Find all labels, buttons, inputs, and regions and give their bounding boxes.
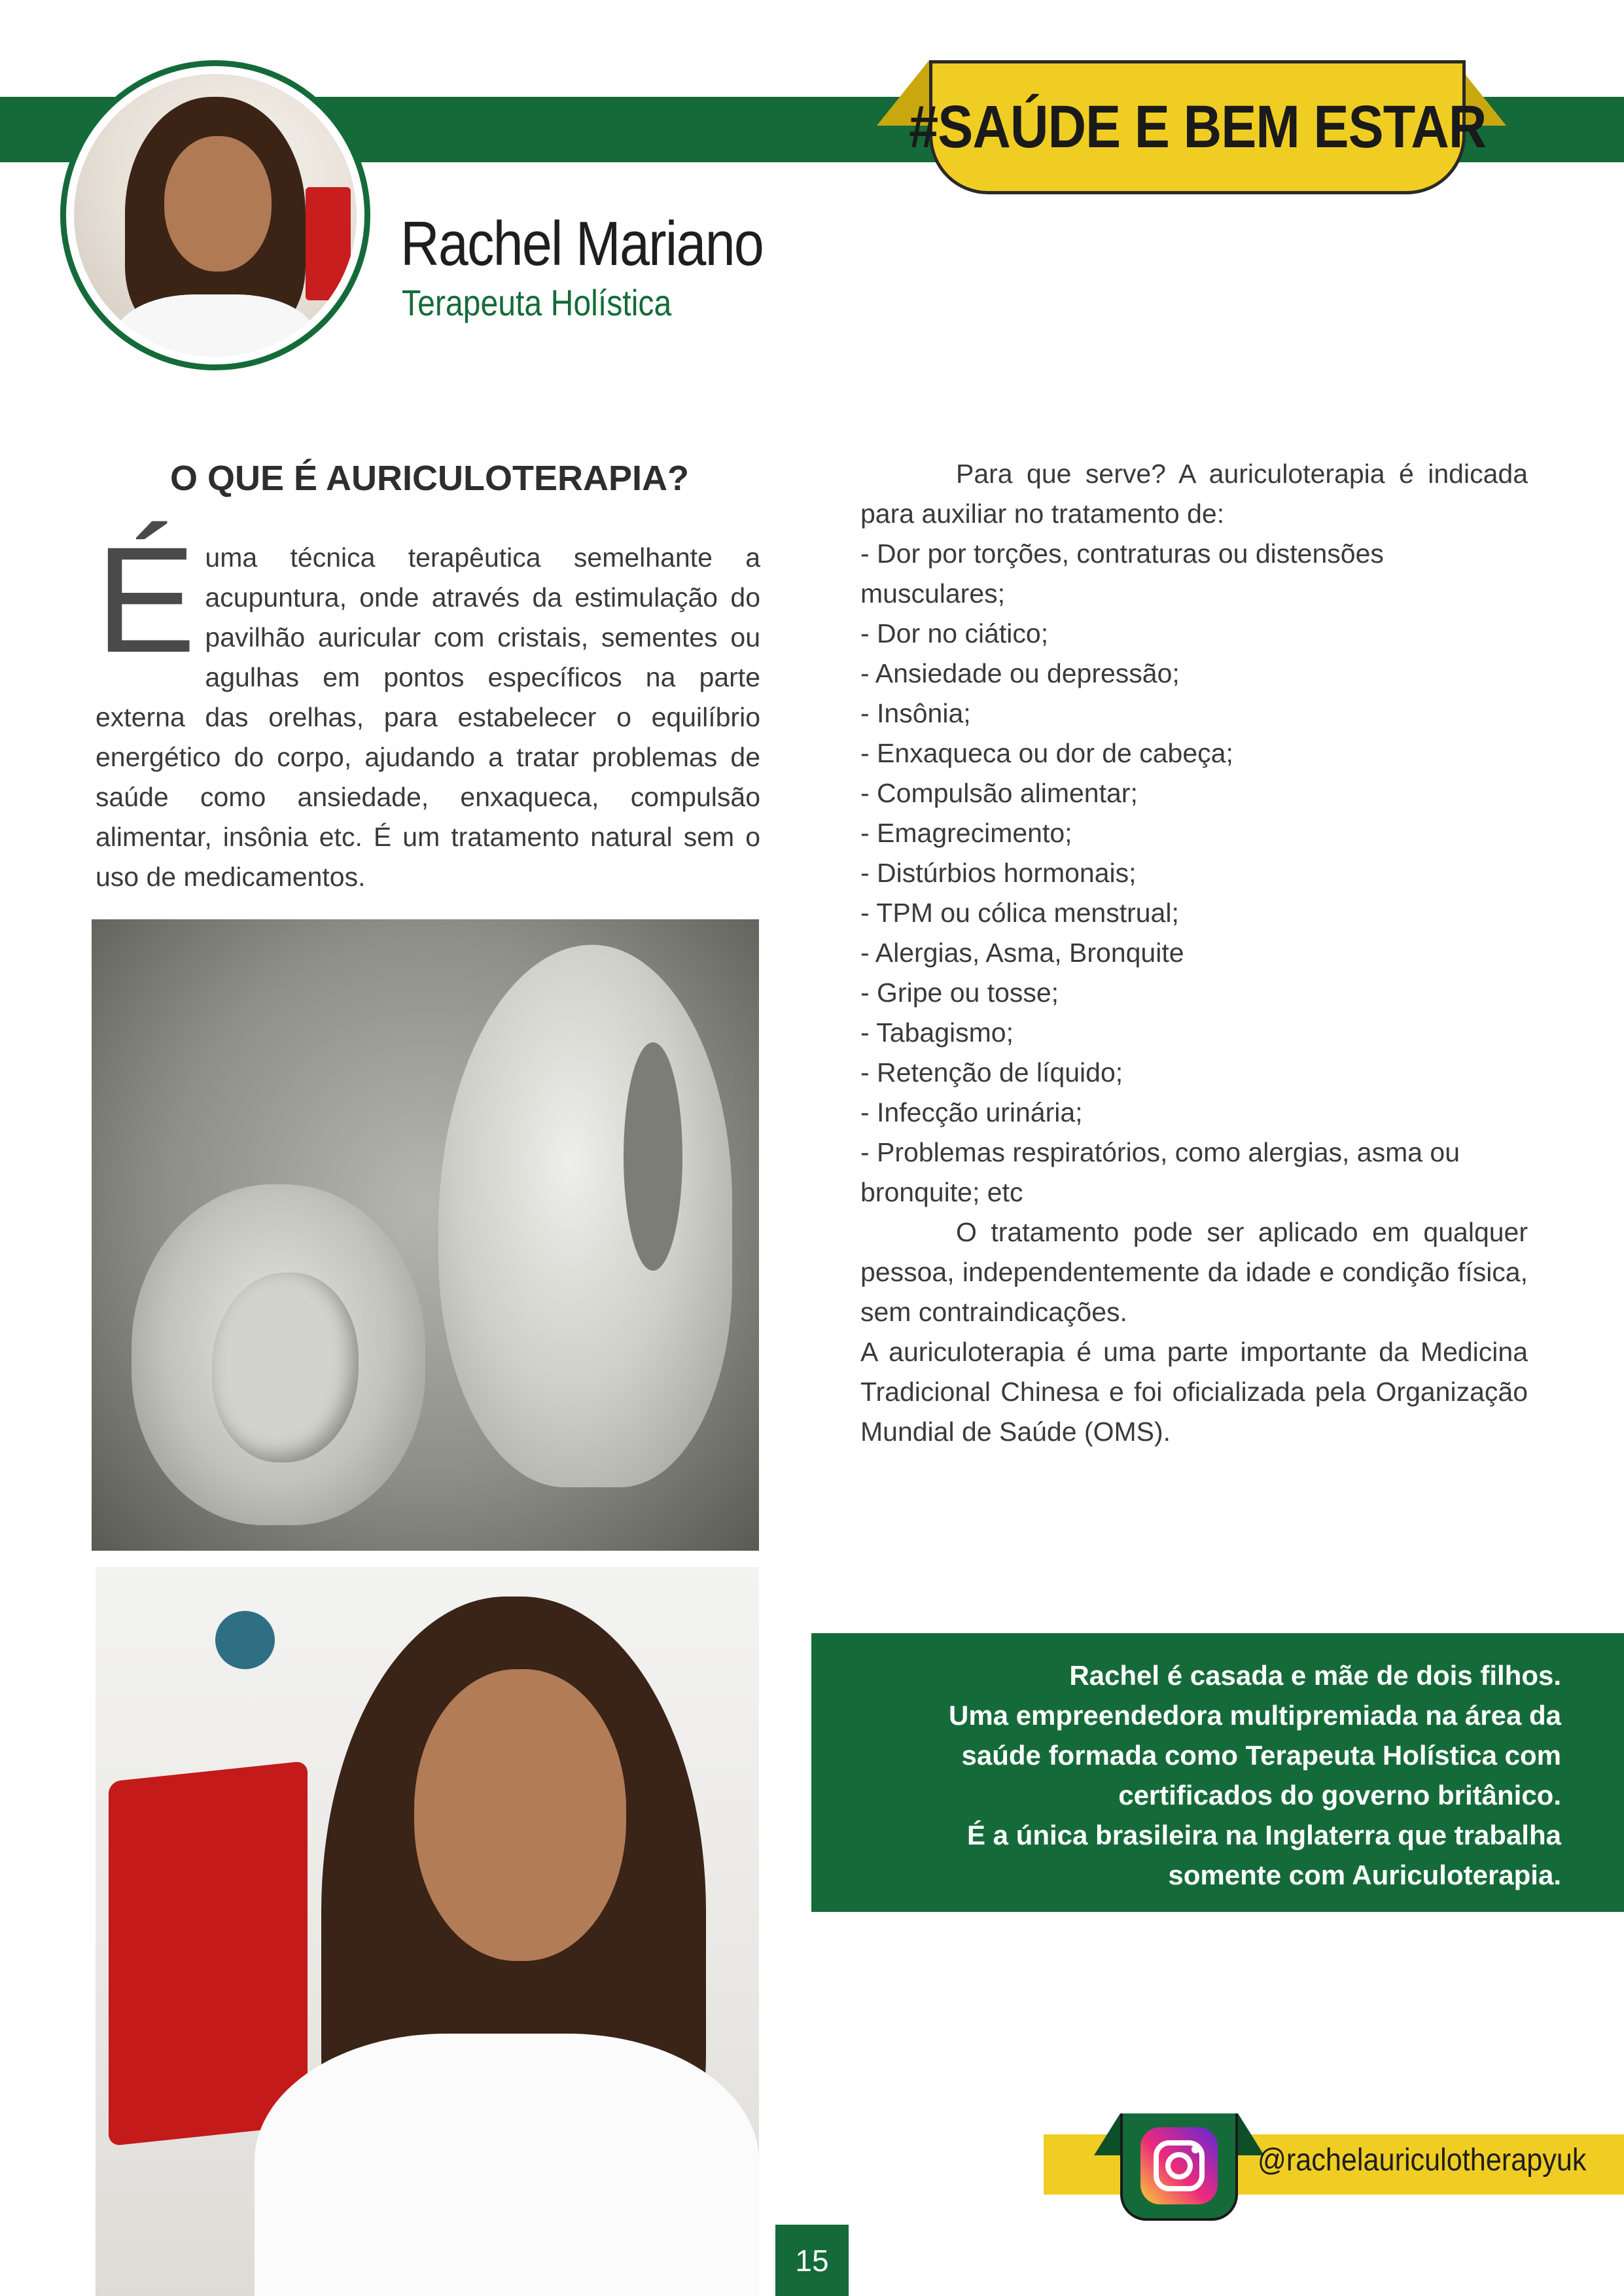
bio-line: Uma empreendedora multipremiada na área da [949, 1700, 1561, 1731]
bio-line: saúde formada como Terapeuta Holística com [961, 1740, 1561, 1771]
author-avatar [60, 60, 370, 370]
list-item: - Infecção urinária; [860, 1097, 1083, 1127]
avatar-photo [74, 74, 357, 357]
list-item: - Insônia; [860, 698, 971, 728]
article-title: O QUE É AURICULOTERAPIA? [170, 459, 690, 498]
ear-illustration [92, 919, 759, 1551]
instagram-handle[interactable]: @rachelauriculotherapyuk [1258, 2143, 1587, 2178]
author-name: Rachel Mariano [400, 209, 764, 279]
list-item: - Problemas respiratórios, como alergias, asma ou bronquite; etc [860, 1137, 1460, 1207]
instagram-icon[interactable] [1140, 2127, 1218, 2204]
uses-intro: Para que serve? A auriculoterapia é indicada para auxiliar no tratamento de: [860, 459, 1528, 529]
treatment-paragraph: O tratamento pode ser aplicado em qualquer pessoa, independentemente da idade e condição física, sem contraindicações. [860, 1217, 1528, 1327]
intro-text: uma técnica terapêutica semelhante a acupuntura, onde através da estimulação do pavilhão auricular com cristais, sementes ou agulhas em pontos específicos na parte externa das orelhas, para estabelecer o equilíbrio energético do corpo, ajudando a tratar problemas de saúde como ansiedade, enxaqueca, compulsão alimentar, insônia etc. É um tratamento natural sem o uso de medicamentos. [96, 542, 760, 892]
bio-box [811, 1633, 1624, 1912]
uses-column [860, 454, 1528, 1452]
bio-line: somente com Auriculoterapia. [1168, 1860, 1561, 1890]
fetus-shape [212, 1273, 359, 1462]
list-item: - Ansiedade ou depressão; [860, 658, 1180, 688]
intro-paragraph [96, 516, 760, 897]
list-item: - Distúrbios hormonais; [860, 858, 1137, 888]
list-item: - Retenção de líquido; [860, 1057, 1123, 1087]
uses-list [860, 534, 1528, 1212]
page-number: 15 [795, 2243, 829, 2278]
list-item: - Dor no ciático; [860, 618, 1049, 648]
drop-cap: É [96, 516, 196, 684]
list-item: - Enxaqueca ou dor de cabeça; [860, 738, 1233, 768]
instagram-badge [1120, 2113, 1238, 2221]
list-item: - Alergias, Asma, Bronquite [860, 938, 1184, 968]
section-tag-ribbon [908, 60, 1487, 194]
bio-line: certificados do governo britânico. [1118, 1780, 1561, 1810]
list-item: - Gripe ou tosse; [860, 978, 1059, 1008]
author-role: Terapeuta Holística [402, 282, 672, 323]
bio-line: É a única brasileira na Inglaterra que trabalha [966, 1820, 1561, 1850]
closing-paragraph: A auriculoterapia é uma parte importante da Medicina Tradicional Chinesa e foi oficializada pela Organização Mundial de Saúde (OMS). [860, 1337, 1528, 1447]
list-item: - Emagrecimento; [860, 818, 1072, 848]
section-tag: #SAÚDE E BEM ESTAR [908, 94, 1487, 160]
list-item: - Compulsão alimentar; [860, 778, 1138, 808]
list-item: - Tabagismo; [860, 1017, 1014, 1048]
page-number-box [775, 2225, 849, 2296]
author-photo [96, 1567, 759, 2296]
list-item: - TPM ou cólica menstrual; [860, 898, 1179, 928]
list-item: - Dor por torções, contraturas ou distensões musculares; [860, 539, 1384, 609]
bio-line: Rachel é casada e mãe de dois filhos. [1069, 1660, 1561, 1691]
adult-ear [438, 945, 732, 1488]
